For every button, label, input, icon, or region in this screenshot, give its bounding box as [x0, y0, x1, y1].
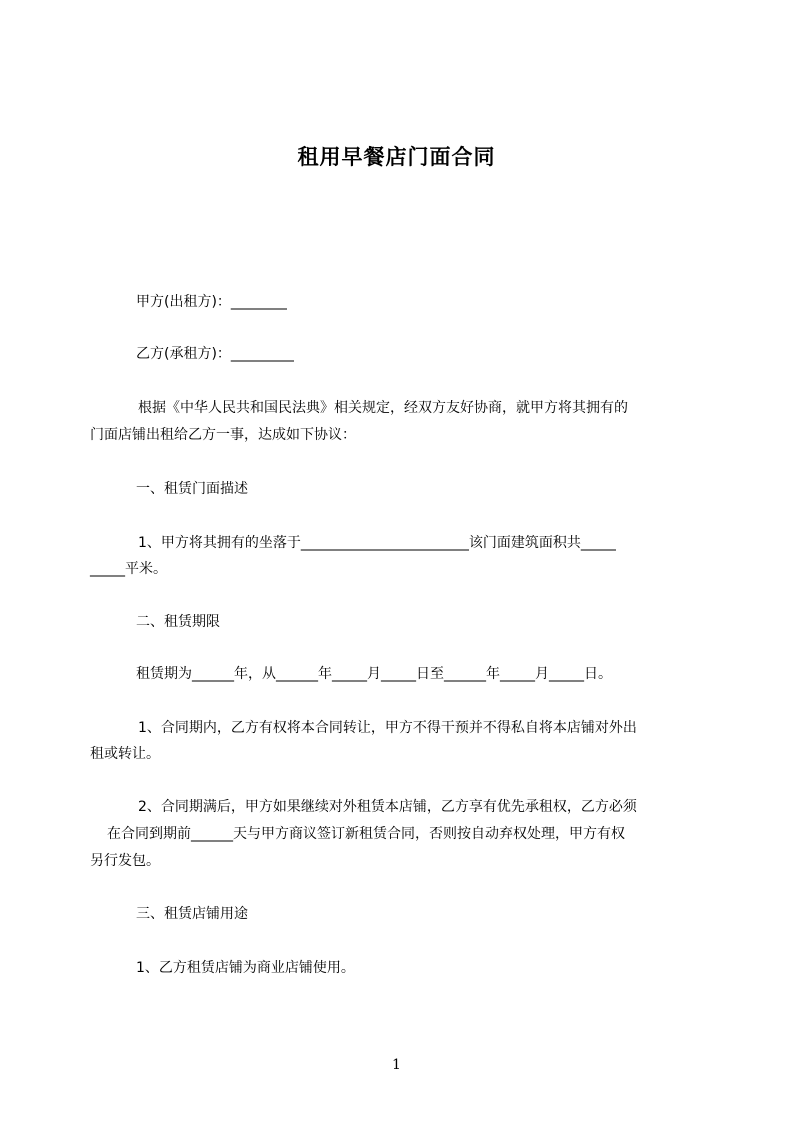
- section-1-heading: 一、租赁门面描述: [136, 481, 248, 497]
- section-3-heading: 三、租赁店铺用途: [136, 906, 248, 922]
- section-2-item-1-line-2: 租或转让。: [90, 746, 160, 762]
- section-1-item-1-line-1: 1、甲方将其拥有的坐落于________________________该门面建筑面积共_____: [138, 535, 616, 551]
- section-2-item-2-line-2: 在合同到期前______天与甲方商议签订新租赁合同，否则按自动弃权处理，甲方有权: [107, 826, 625, 842]
- section-2-item-1-line-1: 1、合同期内，乙方有权将本合同转让，甲方不得干预并不得私自将本店铺对外出: [138, 720, 637, 736]
- party-a-line: 甲方(出租方)：________: [136, 294, 287, 310]
- section-1-item-1-line-2: _____平米。: [90, 561, 167, 577]
- party-b-line: 乙方(承租方)：_________: [136, 346, 294, 362]
- section-2-item-2-line-3: 另行发包。: [90, 853, 160, 869]
- lease-term-line: 租赁期为______年，从______年_____月_____日至______年_____月_____日。: [136, 666, 612, 682]
- section-3-item-1: 1、乙方租赁店铺为商业店铺使用。: [136, 960, 355, 976]
- preamble-line-2: 门面店铺出租给乙方一事，达成如下协议：: [90, 427, 356, 443]
- preamble-line-1: 根据《中华人民共和国民法典》相关规定，经双方友好协商，就甲方将其拥有的: [138, 400, 628, 416]
- document-title: 租用早餐店门面合同: [297, 145, 496, 169]
- page-number: 1: [392, 1057, 401, 1073]
- section-2-heading: 二、租赁期限: [136, 614, 220, 630]
- section-2-item-2-line-1: 2、合同期满后，甲方如果继续对外租赁本店铺，乙方享有优先承租权，乙方必须: [138, 799, 637, 815]
